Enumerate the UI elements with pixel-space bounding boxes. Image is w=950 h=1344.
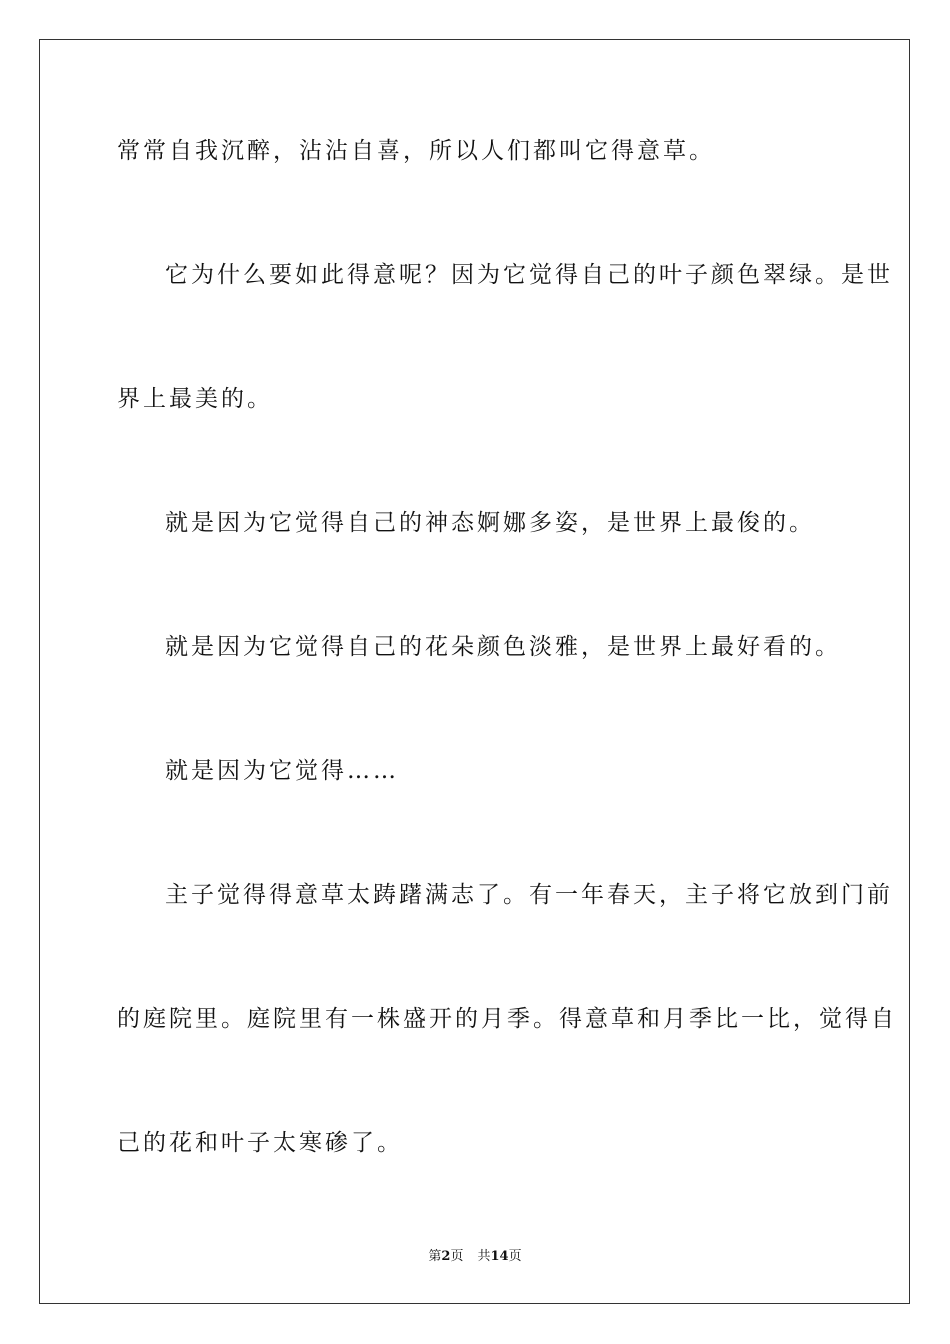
paragraph-line-7: 主子觉得得意草太踌躇满志了。有一年春天，主子将它放到门前: [165, 882, 893, 908]
paragraph-line-2: 它为什么要如此得意呢？因为它觉得自己的叶子颜色翠绿。是世: [165, 262, 893, 288]
paragraph-line-6: 就是因为它觉得……: [165, 758, 399, 784]
page-number: 2: [441, 1249, 451, 1264]
paragraph-line-1: 常常自我沉醉，沾沾自喜，所以人们都叫它得意草。: [117, 138, 715, 164]
paragraph-line-3: 界上最美的。: [117, 386, 273, 412]
paragraph-line-5: 就是因为它觉得自己的花朵颜色淡雅，是世界上最好看的。: [165, 634, 841, 660]
paragraph-line-8: 的庭院里。庭院里有一株盛开的月季。得意草和月季比一比，觉得自: [117, 1006, 897, 1032]
total-pages: 14: [490, 1249, 509, 1264]
page-footer: [0, 1248, 950, 1266]
page-frame: [39, 39, 910, 1304]
total-suffix: 页: [508, 1249, 522, 1264]
page-prefix: 第: [428, 1249, 442, 1264]
paragraph-line-4: 就是因为它觉得自己的神态婀娜多姿，是世界上最俊的。: [165, 510, 815, 536]
paragraph-line-9: 己的花和叶子太寒碜了。: [117, 1130, 403, 1156]
total-prefix: 共: [477, 1249, 491, 1264]
page-suffix: 页: [450, 1249, 464, 1264]
